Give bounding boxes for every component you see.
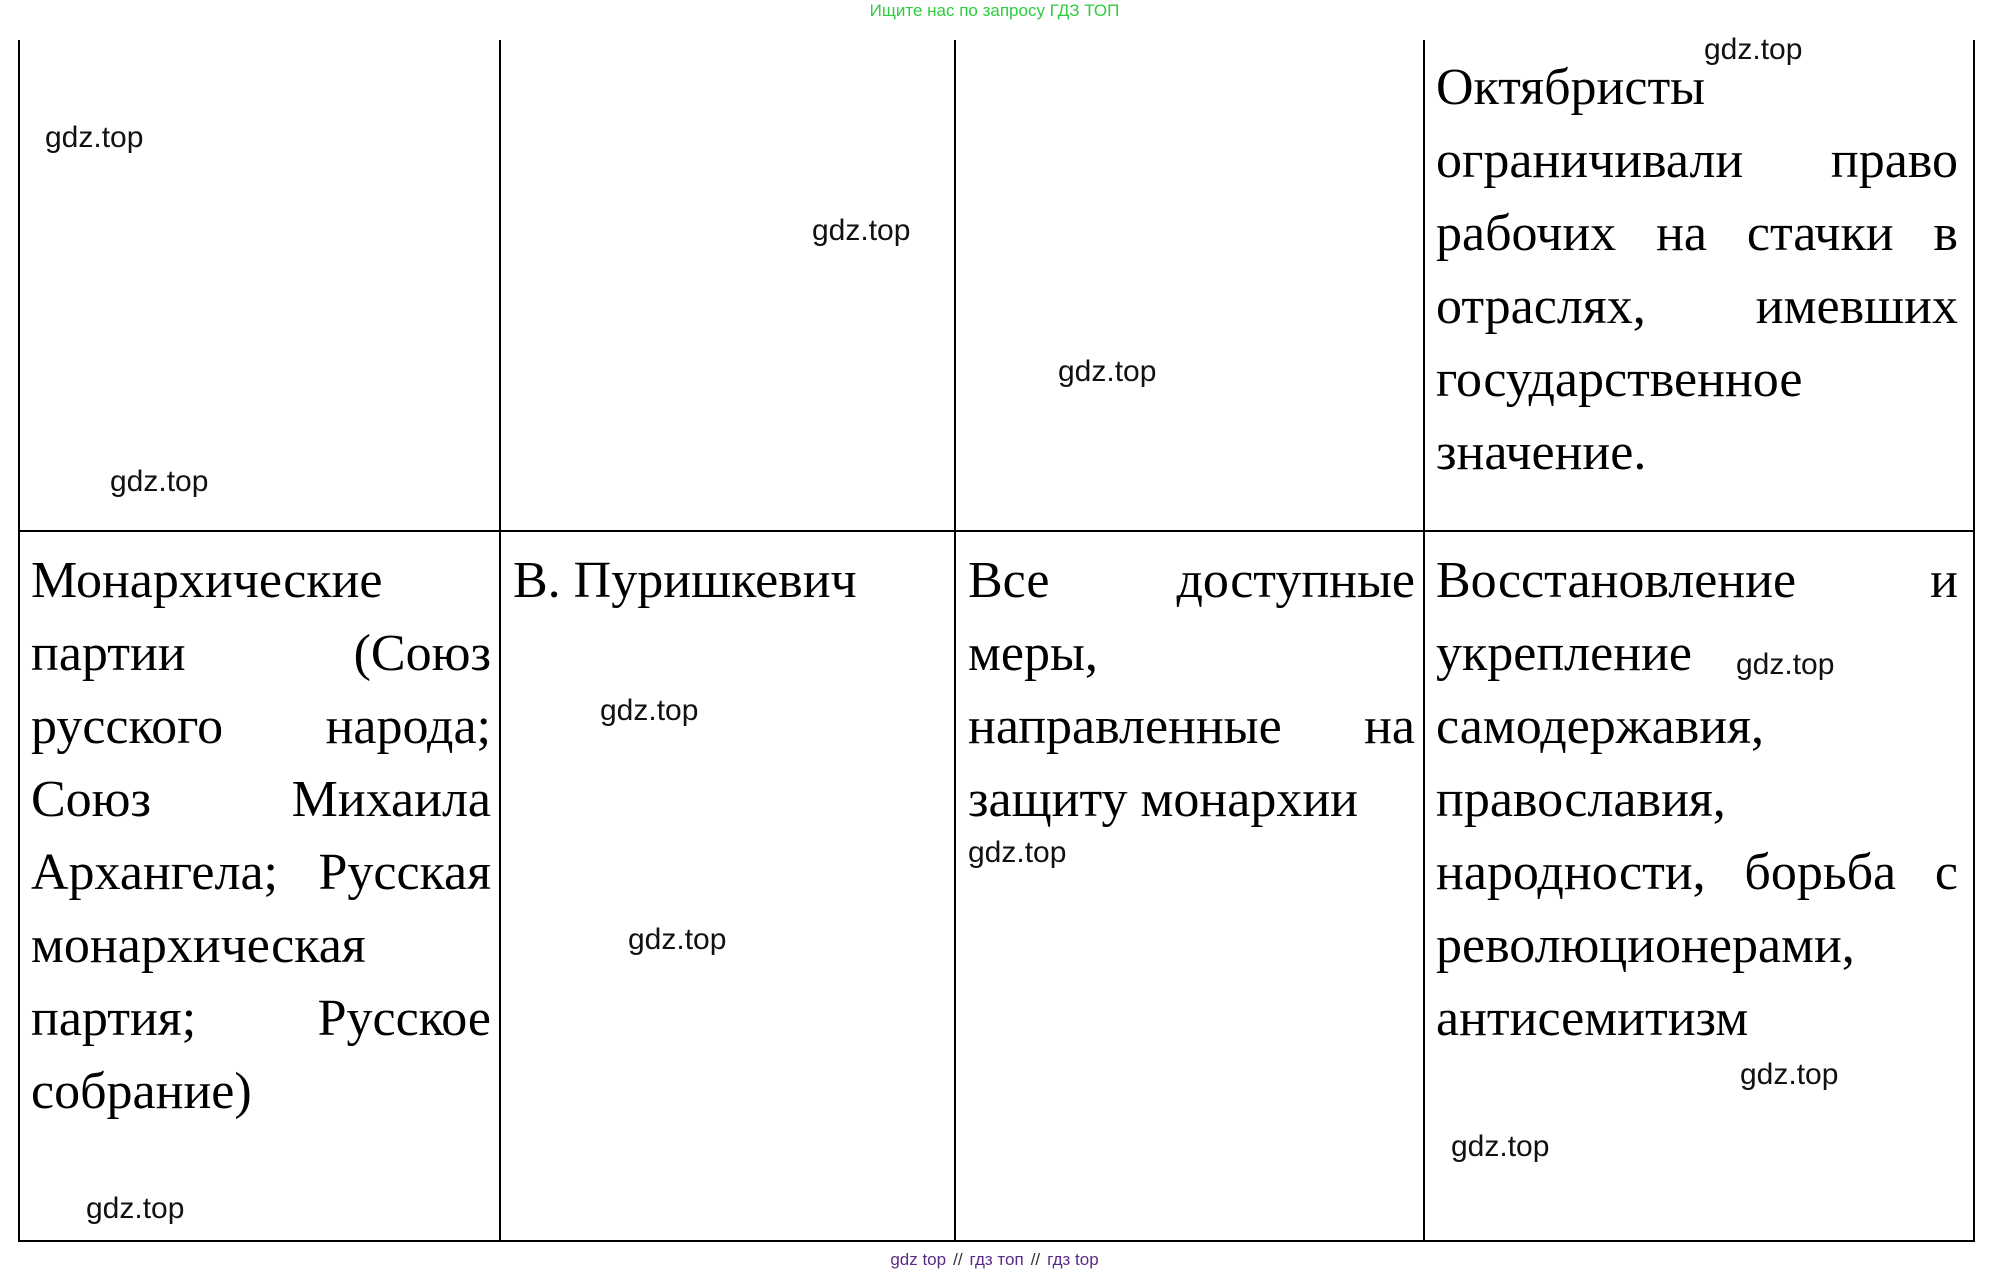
watermark: gdz.top	[600, 694, 699, 727]
watermark: gdz.top	[110, 465, 209, 498]
footer-link-gdz-top-mixed[interactable]: гдз top	[1047, 1250, 1099, 1269]
table-border-col1	[499, 40, 501, 1242]
table-border-col3	[1423, 40, 1425, 1242]
footer-links	[0, 1250, 1989, 1270]
watermark: gdz.top	[1451, 1130, 1550, 1163]
footer-link-gdz-top[interactable]: gdz top	[890, 1250, 947, 1269]
cell-row2-col3: Все доступные меры, направленные на защиту монархии	[968, 552, 1415, 828]
parties-table	[18, 40, 1975, 1242]
table-border-left	[18, 40, 20, 1242]
table-row-divider	[18, 530, 1975, 532]
watermark: gdz.top	[1736, 648, 1835, 681]
cell-row2-col2: В. Пуришкевич	[513, 552, 857, 609]
watermark: gdz.top	[968, 836, 1067, 869]
table-border-bottom	[18, 1240, 1975, 1242]
watermark: gdz.top	[1058, 355, 1157, 388]
footer-separator: //	[953, 1250, 963, 1269]
footer-separator: //	[1030, 1250, 1041, 1269]
watermark: gdz.top	[812, 214, 911, 247]
watermark: gdz.top	[1704, 33, 1803, 66]
table-border-right	[1973, 40, 1975, 1242]
cell-row1-col4: Октябристы ограничивали право рабочих на стачки в отраслях, имевших государственное значение.	[1436, 59, 1958, 481]
cell-row2-col1: Монархические партии (Союз русского народа; Союз Михаила Архангела; Русская монархическая партия; Русское собрание)	[31, 552, 491, 1120]
watermark: gdz.top	[628, 923, 727, 956]
watermark: gdz.top	[1740, 1058, 1839, 1091]
watermark: gdz.top	[45, 121, 144, 154]
table-border-col2	[954, 40, 956, 1242]
top-banner: Ищите нас по запросу ГДЗ ТОП	[869, 1, 1120, 20]
cell-row2-col4: Восстановление и укрепление самодержавия, православия, народности, борьба с революционерами, антисемитизм	[1436, 552, 1958, 1047]
footer-link-gdz-top-ru[interactable]: гдз топ	[969, 1250, 1024, 1269]
watermark: gdz.top	[86, 1192, 185, 1225]
